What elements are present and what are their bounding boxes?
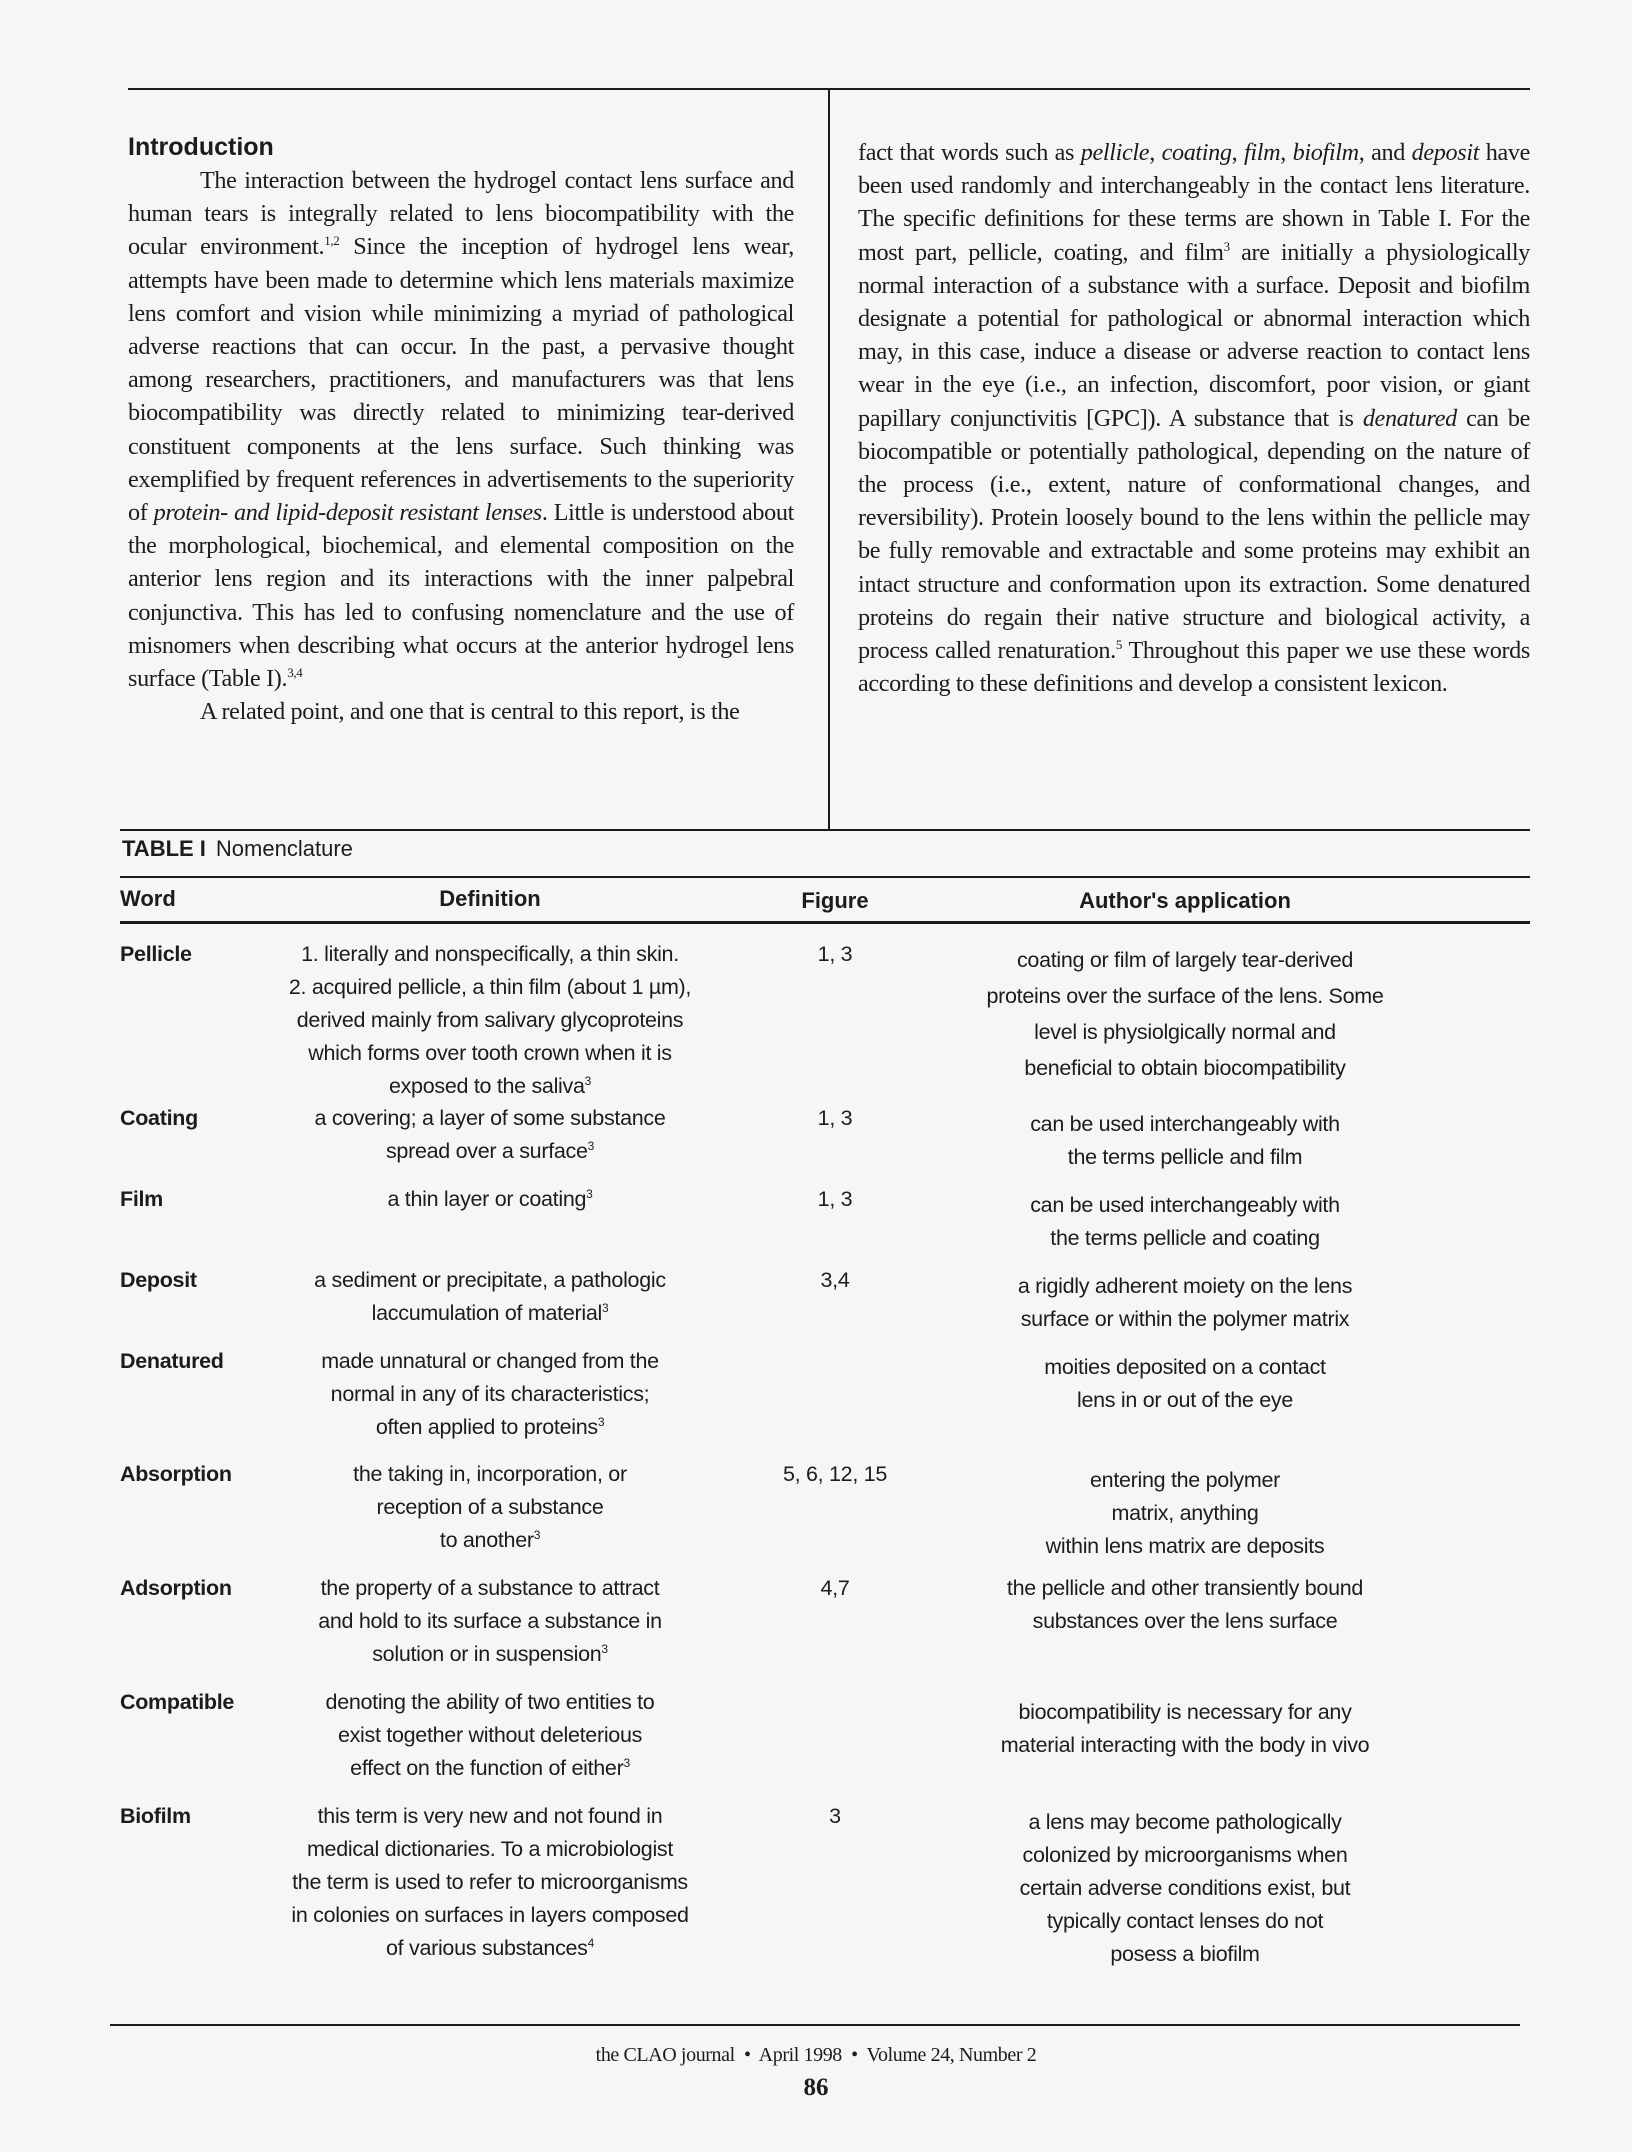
citation-reference: 3 bbox=[1223, 238, 1230, 254]
citation-reference: 5 bbox=[1115, 637, 1122, 653]
table-cell-figure: 3,4 bbox=[820, 1268, 850, 1292]
right-paragraphs bbox=[858, 136, 1530, 700]
column-header-application: Author's application bbox=[1079, 888, 1291, 913]
page-number: 86 bbox=[803, 2074, 829, 2101]
table-cell-definition: this term is very new and not found in medical dictionaries. To a microbiologist the term is used to refer to microorganisms in colonies on surfaces in layers composed of various substances$^4$ bbox=[291, 1804, 689, 1960]
table-caption bbox=[122, 836, 353, 862]
citation-reference: 3 bbox=[597, 1415, 605, 1429]
table-label: TABLE I bbox=[122, 836, 206, 861]
citation-reference: 4 bbox=[587, 1936, 595, 1950]
table-cell-definition: the property of a substance to attract and hold to its surface a substance in solution or in suspension$^3$ bbox=[318, 1576, 662, 1666]
column-header-figure: Figure bbox=[801, 888, 869, 913]
table-cell-word: Biofilm bbox=[120, 1804, 191, 1828]
table-cell-application: entering the polymer matrix, anything within lens matrix are deposits bbox=[1045, 1468, 1325, 1558]
citation-reference: 3 bbox=[601, 1642, 608, 1656]
table-cell-definition: a covering; a layer of some substance spread over a surface$^3$ bbox=[314, 1106, 666, 1163]
table-cell-definition: a thin layer or coating$^3$ bbox=[387, 1187, 593, 1211]
table-cell-figure: 1, 3 bbox=[817, 942, 853, 966]
column-header-definition: Definition bbox=[439, 886, 541, 911]
table-cell-figure: 5, 6, 12, 15 bbox=[783, 1462, 887, 1486]
section-heading-introduction: Introduction bbox=[128, 133, 274, 161]
right-paragraph: fact that words such as pellicle, coating, film, biofilm, and deposit have been used randomly and interchangeably in the contact lens literature. The specific definitions for these terms are shown in Table I. For the most part, pellicle, coating, and film$^3$ are initially a physiologically normal interaction of a substance with a surface. Deposit and biofilm designate a potential for pathological or abnormal interaction which may, in this case, induce a disease or adverse reaction to contact lens wear in the eye (i.e., an infection, discomfort, poor vision, or giant papillary conjunctivitis [GPC]). A substance that is denatured can be biocompatible or potentially pathological, depending on the nature of the process (i.e., extent, nature of conformational changes, and reversibility). Protein loosely bound to the lens within the pellicle may be fully removable and extractable and some proteins may exhibit an intact structure and conformation upon its extraction. Some denatured proteins do regain their native structure and biological activity, a process called renaturation.$^5$ Throughout this paper we use these words according to these definitions and develop a consistent lexicon. bbox=[858, 139, 1530, 698]
table-cell-definition: denoting the ability of two entities to exist together without deleterious effect on the function of either$^3$ bbox=[325, 1690, 655, 1780]
left-paragraphs bbox=[128, 164, 794, 728]
table-cell-definition: made unnatural or changed from the normal in any of its characteristics; often applied to proteins$^3$ bbox=[321, 1349, 659, 1439]
table-cell-word: Absorption bbox=[120, 1462, 232, 1486]
left-paragraph: A related point, and one that is central to this report, is the bbox=[200, 698, 740, 726]
italic-term: pellicle bbox=[1080, 139, 1150, 166]
table-cell-word: Coating bbox=[120, 1106, 198, 1130]
table-cell-figure: 1, 3 bbox=[817, 1187, 853, 1211]
table-bottom-rule bbox=[110, 2024, 1520, 2026]
italic-term: coating bbox=[1161, 139, 1232, 166]
table-cell-application: a rigidly adherent moiety on the lens surface or within the polymer matrix bbox=[1017, 1274, 1353, 1331]
table-cell-figure: 4,7 bbox=[820, 1576, 850, 1600]
journal-citation: the CLAO journal • April 1998 • Volume 24, Number 2 bbox=[595, 2044, 1037, 2066]
table-top-rule bbox=[120, 829, 1530, 831]
column-divider bbox=[828, 89, 830, 829]
table-title: Nomenclature bbox=[215, 836, 353, 861]
table-cell-word: Film bbox=[120, 1187, 163, 1211]
article-left-column bbox=[128, 130, 794, 728]
table-cell-application: a lens may become pathologically colonized by microorganisms when certain adverse conditions exist, but typically contact lenses do not posess a biofilm bbox=[1019, 1810, 1351, 1966]
citation-reference: 1,2 bbox=[324, 233, 340, 249]
table-cell-word: Deposit bbox=[120, 1268, 197, 1292]
table-cell-word: Compatible bbox=[120, 1690, 235, 1714]
italic-term: protein- and lipid-deposit resistant lenses bbox=[153, 499, 542, 527]
table-header-rule bbox=[120, 921, 1530, 924]
table-title-rule bbox=[120, 876, 1530, 878]
table-cell-figure: 1, 3 bbox=[817, 1106, 853, 1130]
table-cell-application: the pellicle and other transiently bound substances over the lens surface bbox=[1006, 1576, 1364, 1633]
left-paragraph: The interaction between the hydrogel contact lens surface and human tears is integrally related to lens biocompatibility with the ocular environment.$^{1,2}$ Since the inception of hydrogel lens wear, attempts have been made to determine which lens materials maximize lens comfort and vision while minimizing a myriad of pathological adverse reactions that can occur. In the past, a pervasive thought among researchers, practitioners, and manufacturers was that lens biocompatibility was directly related to minimizing tear-derived constituent components at the lens surface. Such thinking was exemplified by frequent references in advertisements to the superiority of protein- and lipid-deposit resistant lenses. Little is understood about the morphological, biochemical, and elemental composition on the anterior lens region and its interactions with the inner palpebral conjunctiva. This has led to confusing nomenclature and the use of misnomers when describing what occurs at the anterior hydrogel lens surface (Table I).$^{3,4}$ bbox=[128, 167, 794, 693]
table-cell-application: moities deposited on a contact lens in or out of the eye bbox=[1044, 1355, 1326, 1412]
table-cell-application: coating or film of largely tear-derived proteins over the surface of the lens. Some level is physiolgically normal and beneficial to obtain biocompatibility bbox=[986, 948, 1384, 1080]
italic-term: biofilm bbox=[1292, 139, 1359, 166]
citation-reference: 3,4 bbox=[287, 665, 303, 681]
citation-reference: 3 bbox=[533, 1528, 541, 1542]
article-right-column bbox=[858, 136, 1530, 700]
column-header-word: Word bbox=[120, 886, 176, 911]
citation-reference: 3 bbox=[587, 1139, 595, 1153]
table-cell-word: Denatured bbox=[120, 1349, 224, 1373]
table-cell-figure: 3 bbox=[829, 1804, 841, 1828]
table-cell-application: can be used interchangeably with the terms pellicle and film bbox=[1030, 1112, 1340, 1169]
table-cell-definition: the taking in, incorporation, or reception of a substance to another$^3$ bbox=[353, 1462, 627, 1552]
italic-term: film bbox=[1244, 139, 1281, 166]
citation-reference: 3 bbox=[601, 1301, 609, 1315]
table-cell-application: can be used interchangeably with the terms pellicle and coating bbox=[1030, 1193, 1340, 1250]
table-cell-definition: 1. literally and nonspecifically, a thin skin. 2. acquired pellicle, a thin film (about 1 µm), derived mainly from salivary glycoproteins which forms over tooth crown when it is exposed to the saliva$^3$ bbox=[288, 942, 692, 1098]
citation-reference: 3 bbox=[586, 1187, 593, 1201]
italic-term: deposit bbox=[1411, 139, 1480, 166]
italic-term: denatured bbox=[1362, 404, 1457, 432]
table-cell-application: biocompatibility is necessary for any material interacting with the body in vivo bbox=[1000, 1700, 1370, 1757]
table-cell-definition: a sediment or precipitate, a pathologic laccumulation of material$^3$ bbox=[314, 1268, 666, 1325]
citation-reference: 3 bbox=[623, 1756, 630, 1770]
citation-reference: 3 bbox=[584, 1074, 592, 1088]
table-cell-word: Adsorption bbox=[120, 1576, 232, 1600]
table-cell-word: Pellicle bbox=[120, 942, 192, 966]
